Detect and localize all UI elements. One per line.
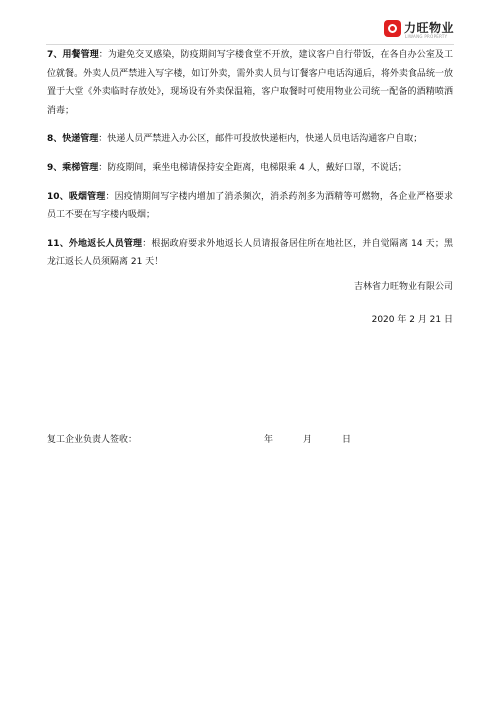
signature-day: 日 bbox=[342, 435, 352, 445]
item-dining-title: 用餐管理 bbox=[62, 50, 99, 60]
logo-mark-icon bbox=[384, 20, 401, 37]
item-returnees-title: 外地返长人员管理 bbox=[68, 238, 143, 249]
company-name: 吉林省力旺物业有限公司 bbox=[353, 281, 453, 292]
header-divider bbox=[46, 44, 454, 45]
item-dining-text: ：为避免交叉感染，防疫期间写字楼食堂不开放，建议客户自行带饭，在各自办公室及工位就餐。外卖人员严禁进入写字楼，如订外卖，需外卖人员与订餐客户电话沟通后，将外卖食品统一放置于大堂《外卖临时存放处》，现场设有外卖保温箱，客户取餐时可使用物业公司统一配备的酒精喷洒消毒； bbox=[47, 50, 453, 116]
signature-label: 复工企业负责人签收： bbox=[47, 435, 138, 445]
item-express-title: 快递管理 bbox=[62, 134, 99, 145]
item-dining bbox=[47, 46, 453, 120]
notice-body bbox=[47, 46, 453, 329]
item-smoking-number: 10、 bbox=[47, 191, 69, 202]
signature-year: 年 bbox=[264, 435, 274, 445]
item-returnees-number: 11、 bbox=[47, 238, 69, 249]
issue-date: 2020 年 2 月 21 日 bbox=[371, 314, 453, 325]
item-returnees bbox=[47, 235, 453, 272]
signature-line bbox=[47, 432, 453, 448]
item-express-number: 8、 bbox=[47, 134, 63, 145]
logo-name: 力旺物业 bbox=[404, 21, 455, 35]
item-express bbox=[47, 130, 453, 149]
item-elevator bbox=[47, 159, 453, 178]
item-smoking-text: ：因疫情期间写字楼内增加了消杀频次，消杀药剂多为酒精等可燃物，各企业严格要求员工不要在写字楼内吸烟； bbox=[47, 191, 453, 221]
logo-subtitle: LIWANG PROPERTY bbox=[405, 34, 448, 39]
item-smoking-title: 吸烟管理 bbox=[68, 191, 106, 202]
company-logo bbox=[384, 19, 454, 41]
item-returnees-text: ：根据政府要求外地返长人员请报备居住所在地社区，并自觉隔离 14 天；黑龙江返长人员须隔离 21 天！ bbox=[47, 238, 453, 268]
item-dining-number: 7、 bbox=[47, 50, 63, 60]
item-express-text: ：快递人员严禁进入办公区，邮件可投放快递柜内，快递人员电话沟通客户自取； bbox=[98, 134, 423, 145]
signature-month: 月 bbox=[303, 435, 313, 445]
item-elevator-title: 乘梯管理 bbox=[62, 162, 99, 173]
item-elevator-text: ：防疫期间，乘坐电梯请保持安全距离，电梯限乘 4 人，戴好口罩，不说话； bbox=[98, 162, 407, 173]
item-smoking bbox=[47, 188, 453, 225]
item-elevator-number: 9、 bbox=[47, 162, 63, 173]
